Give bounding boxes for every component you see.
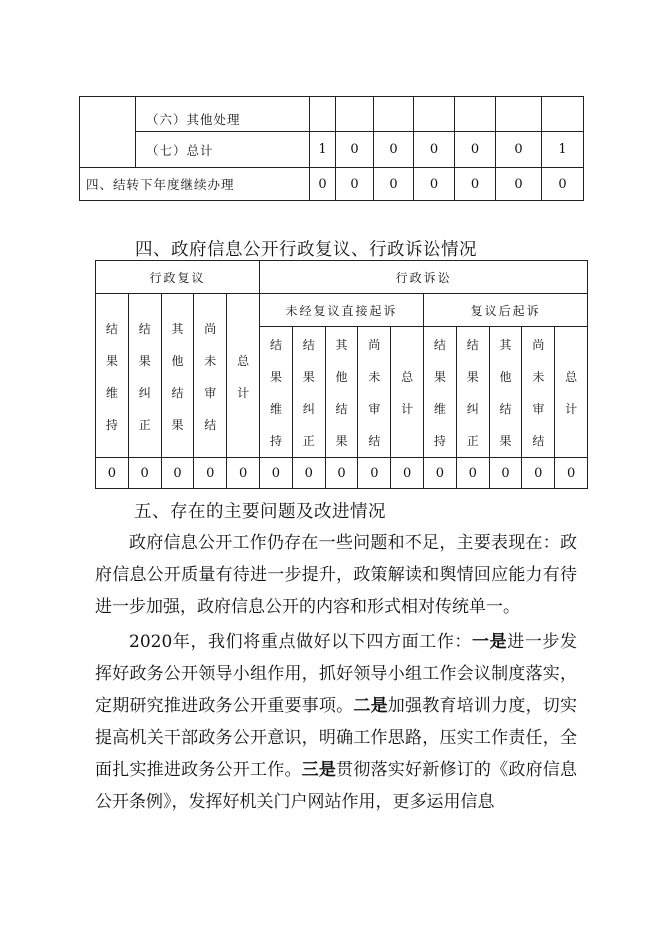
column-header: 尚 未 审 结	[358, 327, 391, 458]
table-cell: 0	[391, 458, 424, 489]
table-cell: 0	[374, 132, 414, 168]
paragraph-text: 贯彻落实好新修订的《政府信息公开条例》，发挥好机关门户网站作用，更多运用信息	[95, 760, 578, 812]
column-header: 尚 未 审 结	[194, 294, 227, 458]
table-cell: 1	[542, 132, 584, 168]
table-cell	[496, 97, 542, 132]
table-cell: 0	[555, 458, 588, 489]
table-row	[96, 458, 588, 489]
paragraph-text: 进一步发挥好政务公开领导小组作用，抓好领导小组工作会议制度落实，定期研究推进政务公开重要事项。	[95, 632, 578, 716]
table-cell: 0	[374, 168, 414, 201]
table-cell: 0	[260, 458, 293, 489]
table-cell	[336, 97, 374, 132]
table-cell: 0	[542, 168, 584, 201]
table-cell	[455, 97, 496, 132]
table-cell: 0	[227, 458, 260, 489]
review-header: 行政复议	[96, 261, 260, 294]
table-cell: 1	[310, 132, 336, 168]
table-row	[80, 132, 584, 168]
row-label: （六）其他处理	[136, 97, 310, 132]
table-cell: 0	[455, 168, 496, 201]
body-paragraph: 政府信息公开工作仍存在一些问题和不足，主要表现在：政府信息公开质量有待进一步提升，政策解读和舆情回应能力有待进一步加强，政府信息公开的内容和形式相对传统单一。	[95, 533, 577, 617]
row-label: （七）总计	[136, 132, 310, 168]
column-header: 总 计	[391, 327, 424, 458]
direct-suit-header: 未经复议直接起诉	[260, 294, 424, 327]
table-cell: 0	[194, 458, 227, 489]
paragraph-intro: 2020年，我们将重点做好以下四方面工作：	[129, 632, 473, 652]
after-review-header: 复议后起诉	[424, 294, 588, 327]
table-cell: 0	[456, 458, 489, 489]
column-header: 总 计	[227, 294, 260, 458]
table-cell: 0	[96, 458, 129, 489]
table-cell: 0	[522, 458, 555, 489]
row-label: 四、结转下年度继续办理	[80, 168, 310, 201]
table-cell: 0	[325, 458, 358, 489]
table-cell: 0	[414, 132, 455, 168]
table-cell	[414, 97, 455, 132]
table-header-row	[96, 261, 588, 294]
column-header: 结 果 纠 正	[128, 294, 161, 458]
table-cell: 0	[489, 458, 522, 489]
column-header: 结 果 纠 正	[292, 327, 325, 458]
column-header: 结 果 维 持	[424, 327, 457, 458]
table-cell: 0	[161, 458, 194, 489]
body-paragraph	[95, 626, 577, 818]
table-cell: 0	[455, 132, 496, 168]
review-litigation-table	[95, 260, 588, 489]
column-header: 结 果 纠 正	[456, 327, 489, 458]
table-cell: 0	[414, 168, 455, 201]
table-cell: 0	[496, 132, 542, 168]
table-header-row	[96, 294, 588, 327]
table-row	[80, 97, 584, 132]
keyword: 三是	[301, 760, 337, 780]
table-cell: 0	[496, 168, 542, 201]
table-cell	[374, 97, 414, 132]
paragraph-text: 加强教育培训力度，切实提高机关干部政务公开意识，明确工作思路，压实工作责任，全面扎实推进政务公开工作。	[95, 696, 578, 780]
column-header: 其 他 结 果	[325, 327, 358, 458]
column-header: 结 果 维 持	[260, 327, 293, 458]
merged-label-cell	[80, 97, 136, 168]
table-cell: 0	[336, 132, 374, 168]
column-header: 结 果 维 持	[96, 294, 129, 458]
table-cell: 0	[310, 168, 336, 201]
table-cell	[310, 97, 336, 132]
column-header: 其 他 结 果	[489, 327, 522, 458]
litigation-header: 行政诉讼	[260, 261, 588, 294]
section-heading: 四、政府信息公开行政复议、行政诉讼情况	[135, 240, 477, 260]
disposal-results-table	[79, 96, 584, 201]
keyword: 一是	[472, 632, 508, 652]
column-header: 总 计	[555, 327, 588, 458]
table-cell: 0	[128, 458, 161, 489]
table-cell: 0	[292, 458, 325, 489]
table-cell: 0	[336, 168, 374, 201]
section-heading: 五、存在的主要问题及改进情况	[134, 502, 386, 522]
keyword: 二是	[353, 696, 388, 716]
table-cell: 0	[424, 458, 457, 489]
table-row	[80, 168, 584, 201]
column-header: 其 他 结 果	[161, 294, 194, 458]
table-cell	[542, 97, 584, 132]
column-header: 尚 未 审 结	[522, 327, 555, 458]
table-cell: 0	[358, 458, 391, 489]
